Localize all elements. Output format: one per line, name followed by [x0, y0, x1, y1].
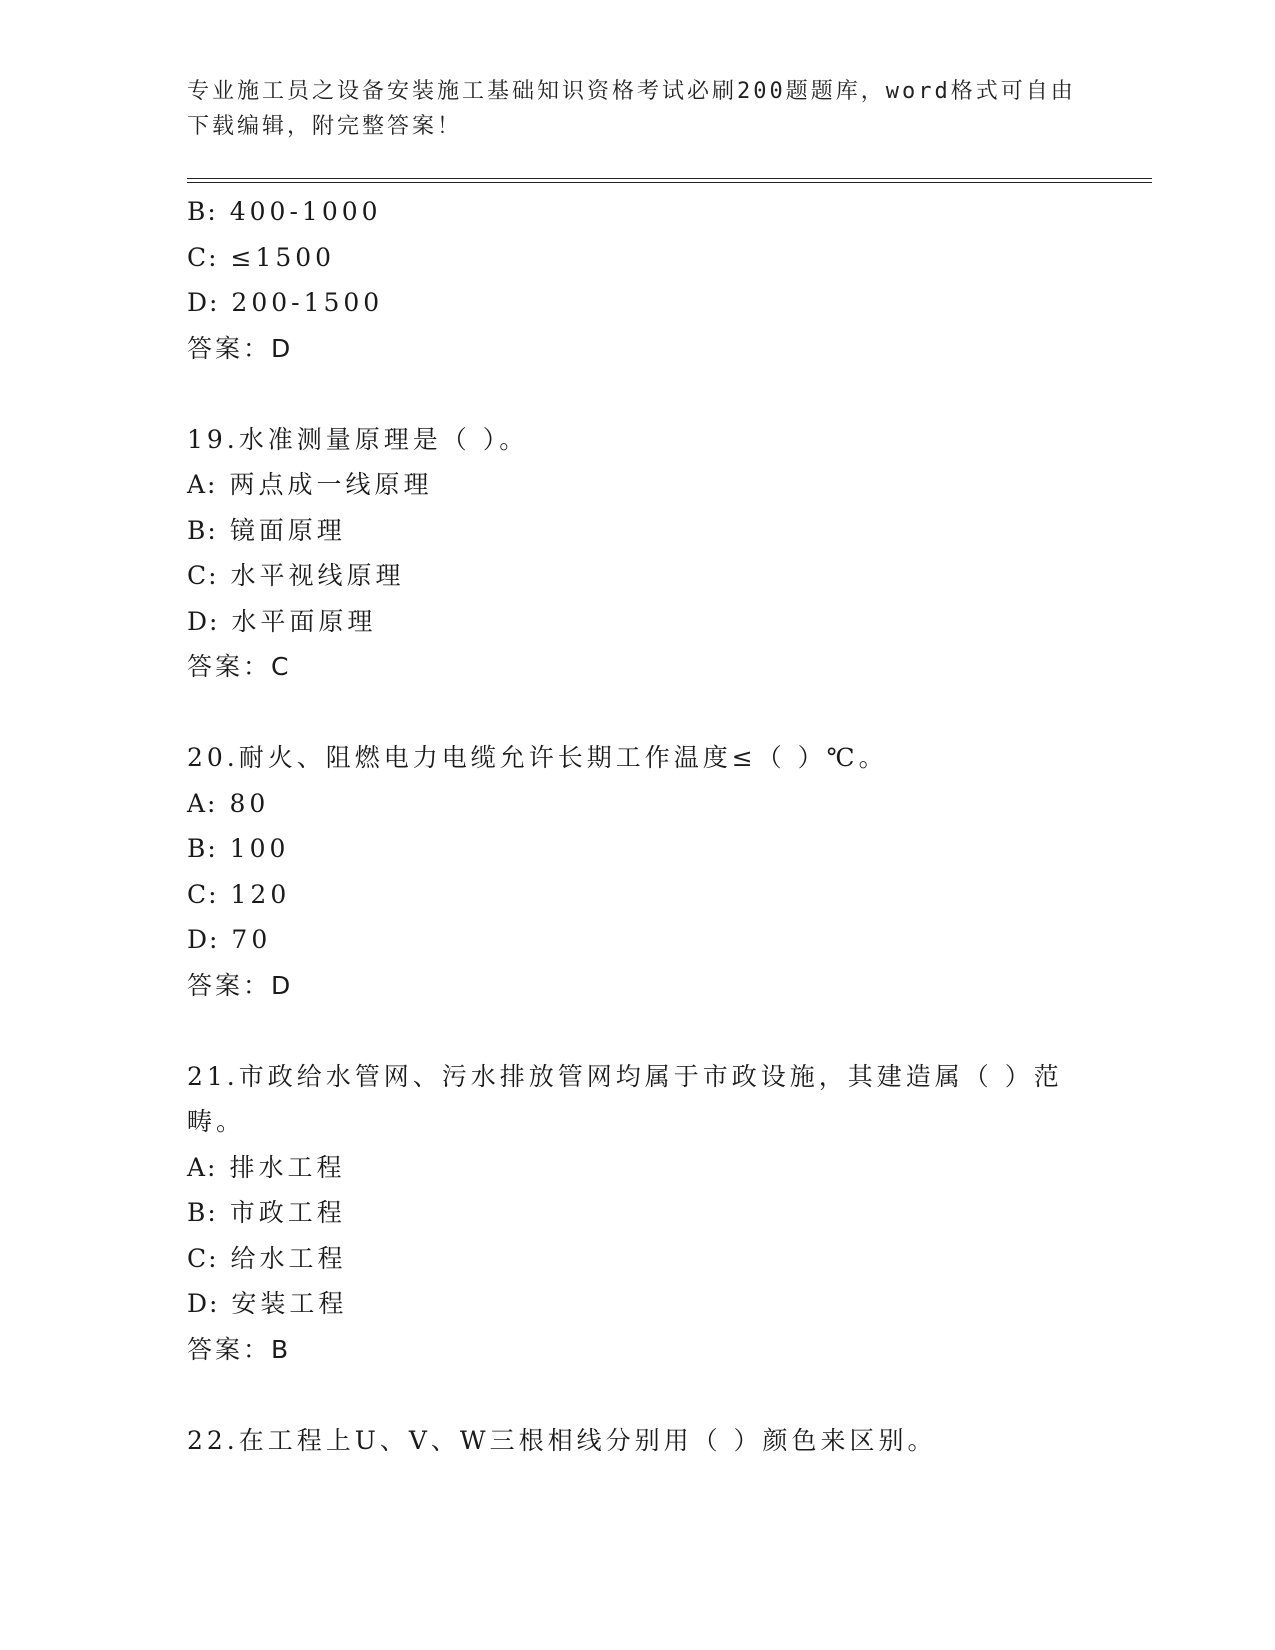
question-stem: 19.水准测量原理是（ ）。	[187, 424, 529, 454]
option-text: 给水工程	[230, 1243, 347, 1273]
question-stem: 20.耐火、阻燃电力电缆允许长期工作温度≤（ ）℃。	[187, 743, 888, 772]
option-letter: B:	[187, 1198, 218, 1227]
option-letter: D:	[187, 925, 220, 954]
option-d	[187, 1281, 1087, 1327]
answer-line: 答案：B	[187, 1334, 292, 1364]
option-text: ≤1500	[230, 242, 336, 272]
question-block-22	[187, 1418, 1087, 1464]
question-block-21	[187, 1054, 1087, 1373]
option-text: 70	[231, 925, 272, 954]
answer-line: 答案：C	[187, 652, 292, 681]
option-text: 400-1000	[229, 197, 382, 226]
option-text: 水平视线原理	[230, 561, 405, 590]
option-text: 排水工程	[229, 1152, 346, 1182]
option-letter: B:	[187, 515, 218, 545]
option-letter: C:	[187, 879, 219, 909]
option-letter: C:	[187, 242, 219, 272]
option-letter: D:	[187, 1289, 220, 1318]
question-list	[187, 189, 1087, 1463]
option-c	[187, 872, 1087, 918]
option-a	[187, 781, 1087, 827]
option-text: 200-1500	[231, 288, 384, 317]
answer-line: 答案：D	[187, 970, 294, 1000]
option-letter: B:	[187, 834, 218, 863]
option-c	[187, 1236, 1087, 1282]
option-text: 两点成一线原理	[229, 470, 433, 499]
option-letter: A:	[187, 788, 218, 818]
option-b	[187, 1190, 1087, 1236]
option-b	[187, 826, 1087, 872]
spacer	[187, 1372, 1087, 1418]
option-a	[187, 462, 1087, 508]
question-stem: 22.在工程上U、V、W三根相线分别用（ ）颜色来区别。	[187, 1425, 937, 1455]
document-header	[187, 74, 1087, 144]
option-text: 安装工程	[231, 1289, 348, 1318]
option-letter: C:	[187, 1243, 219, 1273]
option-c	[187, 553, 1087, 599]
option-text: 水平面原理	[231, 606, 377, 636]
option-letter: C:	[187, 561, 219, 590]
option-text: 120	[230, 879, 291, 909]
option-a	[187, 1145, 1087, 1191]
option-text: 100	[229, 834, 290, 863]
spacer	[187, 690, 1087, 736]
document-title: 专业施工员之设备安装施工基础知识资格考试必刷200题题库，word格式可自由下载编辑，附完整答案！	[187, 79, 1076, 139]
option-d	[187, 917, 1087, 963]
question-stem: 21.市政给水管网、污水排放管网均属于市政设施，其建造属（ ）范畴。	[187, 1061, 1063, 1136]
question-block-18	[187, 189, 1087, 371]
option-letter: D:	[187, 606, 220, 636]
option-text: 镜面原理	[229, 515, 346, 545]
spacer	[187, 1008, 1087, 1054]
answer-line: 答案：D	[187, 333, 294, 363]
question-block-20	[187, 735, 1087, 1008]
option-d	[187, 280, 1087, 326]
option-letter: A:	[187, 470, 218, 499]
option-d	[187, 599, 1087, 645]
option-b	[187, 508, 1087, 554]
option-letter: D:	[187, 288, 220, 317]
option-letter: B:	[187, 197, 218, 226]
option-text: 80	[229, 788, 270, 818]
option-c	[187, 235, 1087, 281]
question-block-19	[187, 417, 1087, 690]
option-text: 市政工程	[229, 1198, 346, 1227]
spacer	[187, 371, 1087, 417]
option-b	[187, 189, 1087, 235]
option-letter: A:	[187, 1152, 218, 1182]
header-divider	[187, 178, 1152, 183]
